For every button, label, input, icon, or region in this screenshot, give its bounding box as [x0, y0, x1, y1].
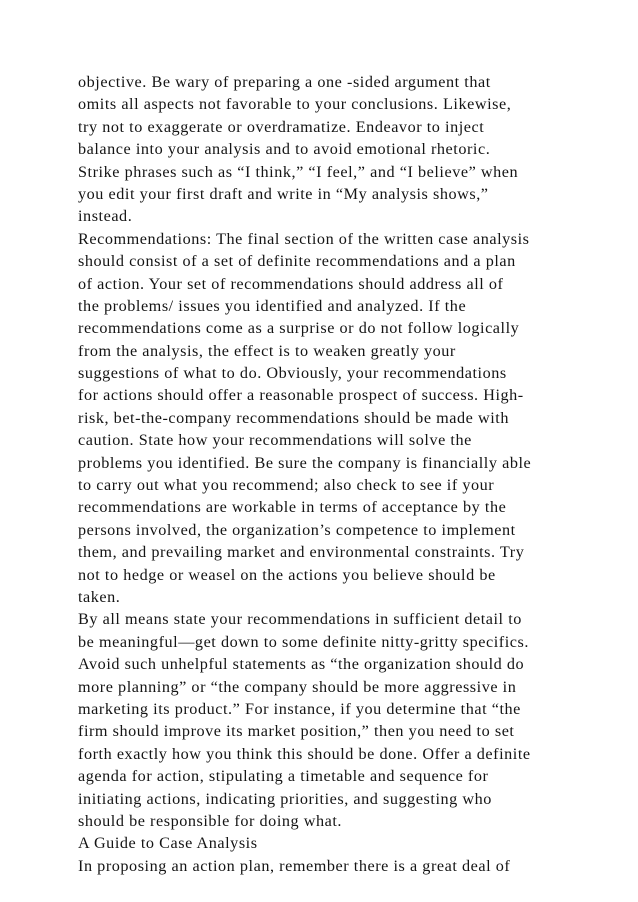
text-line: of action. Your set of recommendations should address all of: [78, 274, 504, 293]
text-line: objective. Be wary of preparing a one -sided argument that: [78, 73, 491, 91]
text-line: A Guide to Case Analysis: [78, 834, 258, 853]
text-line: problems you identified. Be sure the company is financially able: [78, 453, 532, 472]
text-line: you edit your first draft and write in “My analysis shows,”: [78, 184, 489, 203]
text-line: Recommendations: The final section of the written case analysis: [78, 229, 530, 248]
text-line: should consist of a set of definite recommendations and a plan: [78, 252, 516, 271]
text-line: persons involved, the organization’s competence to implement: [78, 520, 516, 539]
text-line: recommendations are workable in terms of acceptance by the: [78, 498, 507, 517]
text-line: try not to exaggerate or overdramatize. Endeavor to inject: [78, 117, 485, 136]
text-line: Strike phrases such as “I think,” “I feel,” and “I believe” when: [78, 162, 519, 181]
text-line: the problems/ issues you identified and analyzed. If the: [78, 296, 467, 315]
text-line: By all means state your recommendations in sufficient detail to: [78, 610, 522, 629]
text-line: taken.: [78, 587, 121, 606]
text-line: marketing its product.” For instance, if you determine that “the: [78, 699, 521, 718]
text-line: recommendations come as a surprise or do not follow logically: [78, 319, 520, 338]
document-body: [78, 71, 618, 877]
text-line: risk, bet-the-company recommendations should be made with: [78, 408, 509, 427]
text-line: forth exactly how you think this should be done. Offer a definite: [78, 744, 531, 763]
text-line: Avoid such unhelpful statements as “the organization should do: [78, 655, 525, 674]
text-line: initiating actions, indicating priorities, and suggesting who: [78, 789, 492, 808]
text-line: more planning” or “the company should be more aggressive in: [78, 677, 517, 696]
text-line: caution. State how your recommendations will solve the: [78, 431, 472, 450]
text-line: suggestions of what to do. Obviously, your recommendations: [78, 364, 507, 383]
text-line: firm should improve its market position,” then you need to set: [78, 722, 515, 741]
text-line: agenda for action, stipulating a timetable and sequence for: [78, 767, 489, 786]
text-line: be meaningful—get down to some definite nitty-gritty specifics.: [78, 632, 529, 651]
text-line: to carry out what you recommend; also check to see if your: [78, 476, 495, 495]
text-line: instead.: [78, 207, 133, 226]
text-line: them, and prevailing market and environmental constraints. Try: [78, 543, 525, 562]
text-line: balance into your analysis and to avoid emotional rhetoric.: [78, 140, 491, 159]
text-line: for actions should offer a reasonable prospect of success. High-: [78, 386, 524, 405]
text-line: should be responsible for doing what.: [78, 811, 343, 830]
text-line: In proposing an action plan, remember there is a great deal of: [78, 856, 511, 875]
text-line: from the analysis, the effect is to weaken greatly your: [78, 341, 456, 360]
text-line: omits all aspects not favorable to your conclusions. Likewise,: [78, 95, 512, 114]
text-line: not to hedge or weasel on the actions you believe should be: [78, 565, 496, 584]
